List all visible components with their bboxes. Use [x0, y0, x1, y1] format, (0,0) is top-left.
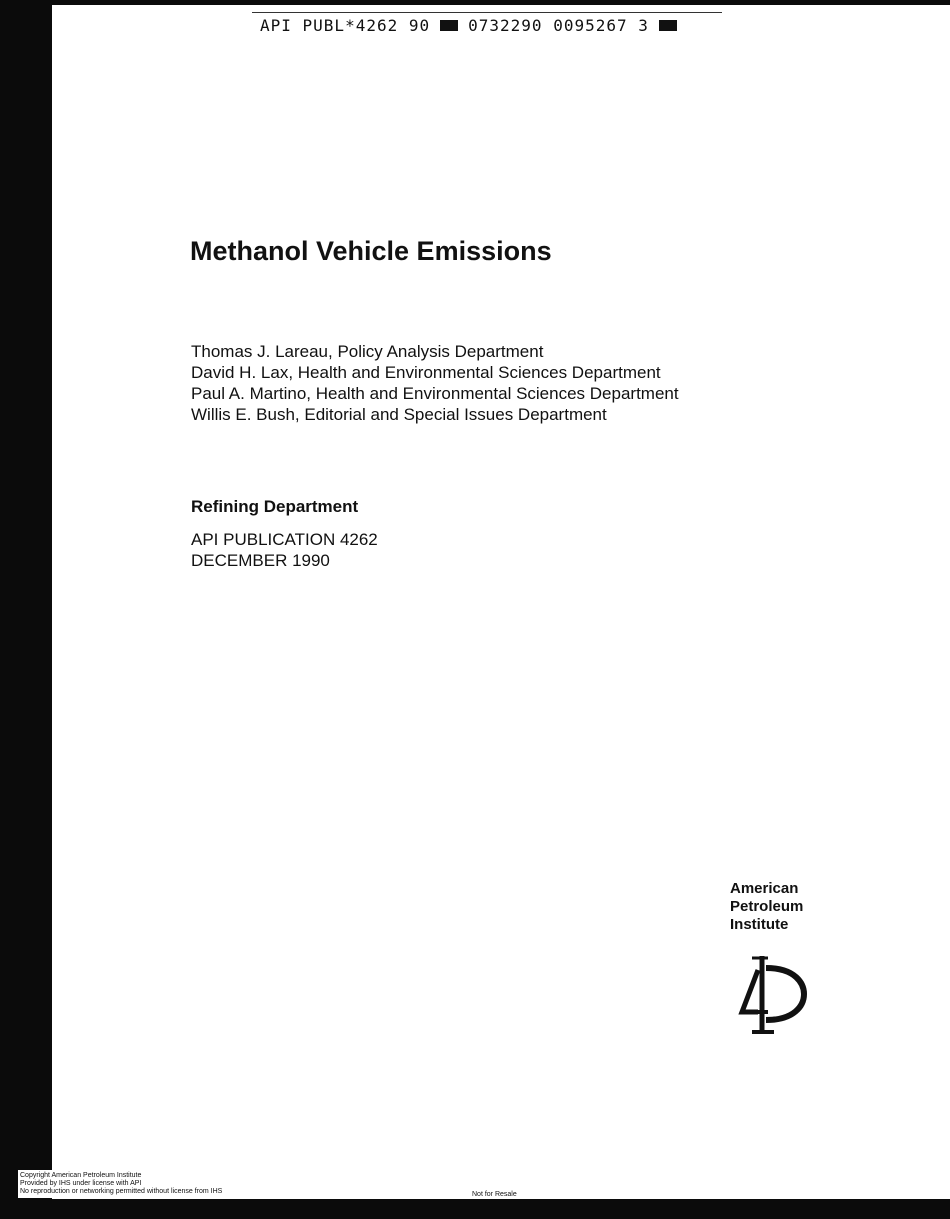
author-line: Thomas J. Lareau, Policy Analysis Department: [191, 342, 544, 361]
document-title: Methanol Vehicle Emissions: [190, 236, 552, 266]
header-code-part2: 0732290 0095267 3: [468, 16, 649, 35]
api-logo-icon: [738, 950, 808, 1038]
author-line: David H. Lax, Health and Environmental Sciences Department: [191, 363, 661, 382]
copyright-line: No reproduction or networking permitted without license from IHS: [20, 1188, 223, 1195]
scan-border-left: [0, 0, 52, 1219]
barcode-block-icon: [659, 20, 677, 31]
department-name: Refining Department: [191, 497, 359, 516]
author-line: Willis E. Bush, Editorial and Special Issues Department: [191, 405, 607, 424]
header-code: [252, 12, 722, 38]
scan-border-top: [52, 0, 950, 5]
barcode-block-icon: [440, 20, 458, 31]
publisher-line: Petroleum: [730, 898, 804, 915]
publication-date: DECEMBER 1990: [191, 551, 330, 570]
author-list: [191, 341, 679, 425]
copyright-line: Provided by IHS under license with API: [20, 1180, 142, 1187]
scan-border-bottom: [0, 1199, 950, 1219]
publisher-name: [730, 880, 803, 934]
publisher-line: Institute: [730, 916, 789, 933]
header-code-part1: API PUBL*4262 90: [260, 16, 431, 35]
publisher-line: American: [730, 880, 799, 897]
publication-number: API PUBLICATION 4262: [191, 530, 378, 549]
author-line: Paul A. Martino, Health and Environmental Sciences Department: [191, 384, 679, 403]
publication-info: [191, 529, 378, 571]
copyright-notice: [18, 1170, 282, 1198]
copyright-line: Copyright American Petroleum Institute: [20, 1172, 142, 1179]
resale-notice: Not for Resale: [472, 1191, 517, 1198]
